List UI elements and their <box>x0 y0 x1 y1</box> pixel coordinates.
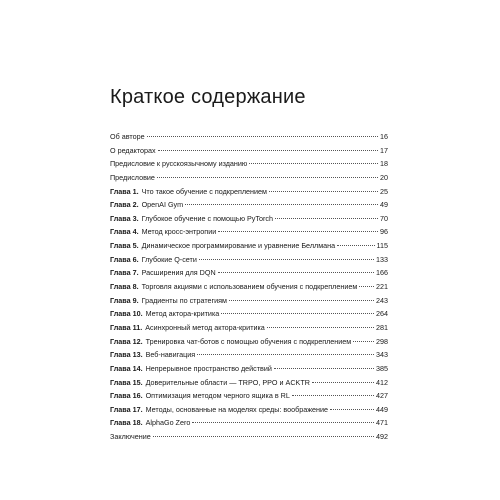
toc-chapter-number: Глава 17. <box>110 404 143 414</box>
dot-leader <box>312 382 374 383</box>
toc-page-number: 70 <box>380 213 388 223</box>
toc-chapter-number: Глава 18. <box>110 418 143 428</box>
toc-entry-label <box>110 376 310 390</box>
toc-entry <box>110 144 388 158</box>
toc-entry-title: AlphaGo Zero <box>145 418 191 428</box>
toc-entry-title: Об авторе <box>110 132 145 141</box>
toc-chapter-number: Глава 14. <box>110 363 143 373</box>
toc-entry-label <box>110 157 247 171</box>
dot-leader <box>267 327 374 328</box>
toc-page-number: 20 <box>380 172 388 182</box>
dot-leader <box>337 245 374 246</box>
toc-entry-title: Глубокие Q-сети <box>141 254 197 264</box>
dot-leader <box>197 354 374 355</box>
dot-leader <box>359 286 374 287</box>
toc-page-number: 449 <box>376 404 388 414</box>
dot-leader <box>275 218 378 219</box>
dot-leader <box>221 313 374 314</box>
toc-page-number: 18 <box>380 159 388 169</box>
page-title: Краткое содержание <box>110 86 306 108</box>
dot-leader <box>199 259 374 260</box>
toc-entry-label <box>110 307 219 321</box>
dot-leader <box>269 191 378 192</box>
toc-entry-title: Глубокое обучение с помощью PyTorch <box>141 213 273 223</box>
toc-chapter-number: Глава 3. <box>110 213 139 223</box>
dot-leader <box>153 436 374 437</box>
toc-page-number: 49 <box>380 200 388 210</box>
toc-entry-title: Метод кросс-энтропии <box>141 227 217 237</box>
toc-chapter-number: Глава 4. <box>110 227 139 237</box>
toc-page-number: 16 <box>380 132 388 141</box>
toc-chapter-number: Глава 13. <box>110 350 143 360</box>
toc-entry-title: Расширения для DQN <box>141 268 216 278</box>
toc-page-number: 133 <box>376 254 388 264</box>
toc-entry-label <box>110 144 156 158</box>
toc-entry-label <box>110 171 155 185</box>
toc-entry <box>110 130 388 144</box>
toc-entry-label <box>110 389 290 403</box>
toc-entry-label <box>110 225 216 239</box>
toc-page-number: 221 <box>376 282 388 292</box>
toc-page-number: 243 <box>376 295 388 305</box>
toc-page-number: 492 <box>376 432 388 442</box>
dot-leader <box>185 204 378 205</box>
dot-leader <box>249 163 378 164</box>
toc-entry-label <box>110 198 183 212</box>
toc-page-number: 471 <box>376 418 388 428</box>
toc-entry-label <box>110 212 273 226</box>
toc-entry-title: Веб-навигация <box>145 350 196 360</box>
toc-entry <box>110 212 388 226</box>
toc-entry-label <box>110 348 195 362</box>
toc-chapter-number: Глава 7. <box>110 268 139 278</box>
toc-entry <box>110 185 388 199</box>
table-of-contents <box>110 130 388 444</box>
toc-chapter-number: Глава 8. <box>110 282 139 292</box>
toc-chapter-number: Глава 1. <box>110 186 139 196</box>
toc-entry-label <box>110 239 335 253</box>
toc-entry-title: Оптимизация методом черного ящика в RL <box>145 391 290 401</box>
toc-entry <box>110 198 388 212</box>
toc-entry-title: Градиенты по стратегиям <box>141 295 227 305</box>
toc-entry-title: О редакторах <box>110 145 156 155</box>
toc-chapter-number: Глава 2. <box>110 200 139 210</box>
toc-entry-label <box>110 294 227 308</box>
toc-entry <box>110 239 388 253</box>
dot-leader <box>218 272 374 273</box>
dot-leader <box>147 136 378 137</box>
dot-leader <box>157 177 378 178</box>
toc-page-number: 264 <box>376 309 388 319</box>
toc-chapter-number: Глава 6. <box>110 254 139 264</box>
toc-entry-title: Методы, основанные на моделях среды: воображение <box>145 404 329 414</box>
toc-entry <box>110 403 388 417</box>
toc-entry <box>110 321 388 335</box>
toc-chapter-number: Глава 12. <box>110 336 143 346</box>
toc-entry-title: Метод актора-критика <box>145 309 220 319</box>
dot-leader <box>158 150 378 151</box>
dot-leader <box>218 231 378 232</box>
dot-leader <box>292 395 374 396</box>
toc-page-number: 385 <box>376 363 388 373</box>
toc-entry-label <box>110 321 265 335</box>
toc-entry-label <box>110 362 272 376</box>
toc-chapter-number: Глава 5. <box>110 241 139 251</box>
toc-page-number: 17 <box>380 145 388 155</box>
toc-page-number: 281 <box>376 322 388 332</box>
toc-entry <box>110 335 388 349</box>
toc-page-number: 115 <box>376 241 388 251</box>
toc-entry-title: Заключение <box>110 432 151 442</box>
dot-leader <box>229 300 374 301</box>
toc-entry <box>110 171 388 185</box>
dot-leader <box>353 341 374 342</box>
toc-entry-label <box>110 430 151 444</box>
toc-page-number: 412 <box>376 377 388 387</box>
toc-entry <box>110 307 388 321</box>
toc-entry-title: Предисловие <box>110 172 155 182</box>
toc-entry-title: Торговля акциями с использованием обучения с подкреплением <box>141 282 358 292</box>
toc-entry-title: Что такое обучение с подкреплением <box>141 186 267 196</box>
toc-chapter-number: Глава 9. <box>110 295 139 305</box>
toc-entry <box>110 266 388 280</box>
dot-leader <box>330 409 374 410</box>
toc-page-number: 343 <box>376 350 388 360</box>
toc-entry-label <box>110 280 357 294</box>
toc-entry-title: Тренировка чат-ботов с помощью обучения с подкреплением <box>145 336 352 346</box>
toc-entry <box>110 225 388 239</box>
toc-entry <box>110 294 388 308</box>
toc-chapter-number: Глава 16. <box>110 391 143 401</box>
toc-chapter-number: Глава 10. <box>110 309 143 319</box>
toc-entry-title: Динамическое программирование и уравнение Беллмана <box>141 241 336 251</box>
toc-entry <box>110 416 388 430</box>
toc-entry-label <box>110 130 145 144</box>
toc-entry-title: Доверительные области — TRPO, PPO и ACKTR <box>145 377 310 387</box>
toc-entry <box>110 348 388 362</box>
toc-page-number: 96 <box>380 227 388 237</box>
toc-entry <box>110 280 388 294</box>
toc-entry-title: OpenAI Gym <box>141 200 184 210</box>
toc-entry-label <box>110 185 267 199</box>
toc-entry-label <box>110 266 216 280</box>
toc-entry-title: Предисловие к русскоязычному изданию <box>110 159 248 169</box>
toc-entry-title: Асинхронный метод актора-критика <box>145 322 265 332</box>
toc-entry-label <box>110 416 190 430</box>
toc-entry-label <box>110 253 197 267</box>
toc-page-number: 427 <box>376 391 388 401</box>
toc-page-number: 25 <box>380 186 388 196</box>
toc-entry-label <box>110 335 351 349</box>
toc-entry <box>110 376 388 390</box>
toc-entry <box>110 253 388 267</box>
toc-page-number: 166 <box>376 268 388 278</box>
toc-entry <box>110 157 388 171</box>
dot-leader <box>274 368 374 369</box>
dot-leader <box>192 422 374 423</box>
toc-entry <box>110 430 388 444</box>
toc-chapter-number: Глава 15. <box>110 377 143 387</box>
toc-entry <box>110 362 388 376</box>
toc-entry-label <box>110 403 328 417</box>
toc-page-number: 298 <box>376 336 388 346</box>
toc-entry <box>110 389 388 403</box>
toc-entry-title: Непрерывное пространство действий <box>145 363 272 373</box>
toc-chapter-number: Глава 11. <box>110 322 143 332</box>
